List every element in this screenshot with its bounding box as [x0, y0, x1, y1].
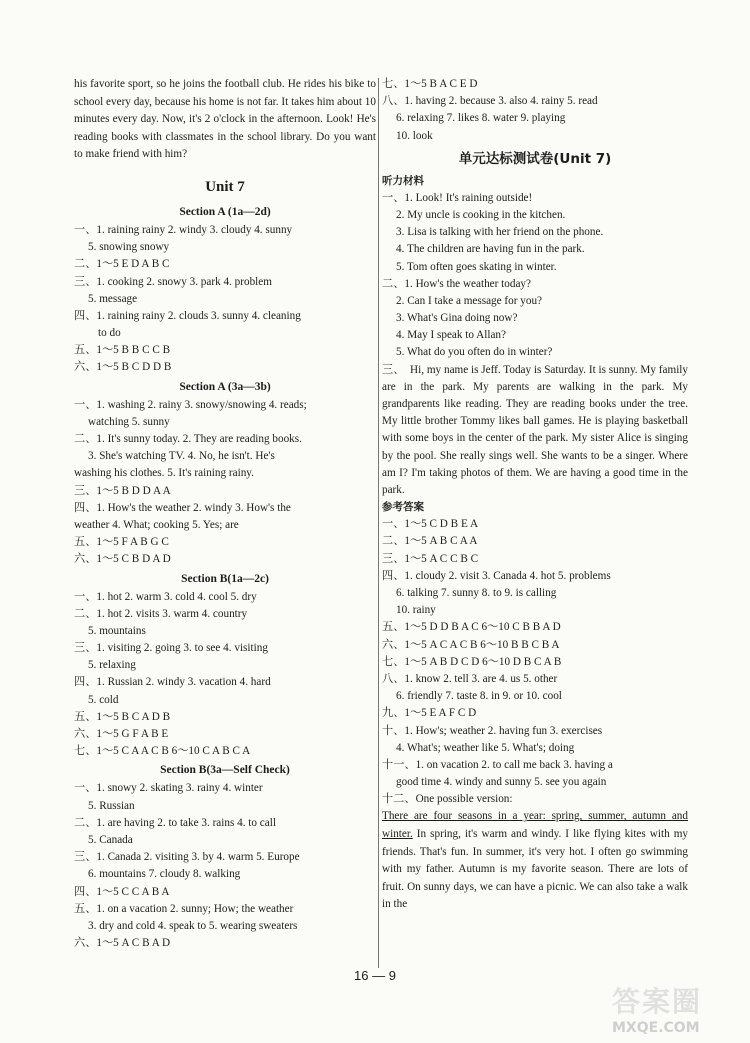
answer-line: watching 5. sunny	[88, 415, 170, 428]
section-title: Section A (3a—3b)	[179, 380, 271, 393]
right-column	[382, 76, 688, 914]
left-column	[74, 76, 376, 952]
essay-topic-sentence: There are four seasons in a year: spring, summer, autumn and winter.	[382, 810, 688, 841]
answer-line: 6. friendly 7. taste 8. in 9. or 10. cool	[396, 690, 562, 703]
answer-line: 七、1～5 B A C E D	[382, 78, 478, 90]
section-title: Section A (1a—2d)	[179, 205, 271, 218]
answer-line: 六、1～5 B C D D B	[74, 361, 172, 374]
listening-passage: 三、 Hi, my name is Jeff. Today is Saturday. It is sunny. My family are in the park. My parents are walking in the park. My grandparents like reading. They are reading books under the tree. My little brother Tommy likes ball games. He is playing basketball with some boys in the center of the park. My sister Alice is singing by the pool. She really sings well. She wants to be a singer. Where am I? I'm taking photos of them. We are having a good time in the park.	[382, 363, 688, 497]
listening-line: 5. Tom often goes skating in winter.	[396, 260, 557, 273]
answer-line: 5. snowing snowy	[88, 241, 170, 254]
answer-line: 3. She's watching TV. 4. No, he isn't. He's	[88, 450, 275, 463]
watermark-logo	[612, 980, 742, 1036]
answer-line: 三、1. visiting 2. going 3. to see 4. visiting	[74, 642, 268, 655]
answer-line: 十二、One possible version:	[382, 793, 513, 806]
answer-line: 一、1. snowy 2. skating 3. rainy 4. winter	[74, 782, 263, 795]
answer-line: 5. Canada	[88, 833, 133, 846]
answer-line: 七、1～5 C A A C B 6～10 C A B C A	[74, 745, 251, 758]
answer-line: 六、1～5 A C A C B 6～10 B B C B A	[382, 638, 560, 651]
unit-title: Unit 7	[205, 178, 245, 195]
answer-line: 四、1. raining rainy 2. clouds 3. sunny 4. cleaning	[74, 309, 301, 322]
answer-line: 6. talking 7. sunny 8. to 9. is calling	[396, 587, 557, 599]
answer-line: 3. dry and cold 4. speak to 5. wearing sweaters	[88, 919, 298, 932]
answer-line: 四、1. Russian 2. windy 3. vacation 4. hard	[74, 676, 271, 689]
intro-paragraph: his favorite sport, so he joins the football club. He rides his bike to school every day, because his home is not far. It takes him about 10 minutes every day. Now, it's 2 o'clock in the afternoon. Look! He's reading books with classmates in the school library. Do you want to make friend with him?	[74, 78, 376, 161]
answer-line: 十、1. How's; weather 2. having fun 3. exercises	[382, 724, 603, 737]
answer-line: 一、1. washing 2. rainy 3. snowy/snowing 4. reads;	[74, 398, 307, 411]
answer-line: 五、1～5 B B C C B	[74, 344, 171, 357]
answer-line: 二、1. It's sunny today. 2. They are reading books.	[74, 433, 302, 446]
listening-line: 2. My uncle is cooking in the kitchen.	[396, 208, 566, 221]
listening-line: 2. Can I take a message for you?	[396, 294, 543, 307]
answer-line: 六、1～5 C B D A D	[74, 553, 171, 566]
answer-line: 二、1～5 E D A B C	[74, 258, 170, 271]
listening-line: 5. What do you often do in winter?	[396, 346, 553, 359]
answer-line: 三、1～5 B D D A A	[74, 484, 171, 497]
answer-line: 6. relaxing 7. likes 8. water 9. playing	[396, 112, 566, 125]
answer-line: 10. rainy	[396, 604, 436, 617]
answer-line: 一、1. raining rainy 2. windy 3. cloudy 4. sunny	[74, 223, 293, 236]
answer-line: 5. Russian	[88, 799, 135, 812]
answer-line: 九、1～5 E A F C D	[382, 707, 477, 720]
answer-line: 四、1. cloudy 2. visit 3. Canada 4. hot 5. problems	[382, 569, 611, 582]
column-divider	[378, 78, 379, 968]
answer-line: weather 4. What; cooking 5. Yes; are	[74, 518, 239, 531]
listening-line: 4. May I speak to Allan?	[396, 329, 506, 342]
answer-line: 三、1～5 A C C B C	[382, 552, 479, 565]
answer-line: 七、1～5 A B D C D 6～10 D B C A B	[382, 655, 562, 668]
section-title: Section B(3a—Self Check)	[160, 764, 290, 777]
watermark-top: 答案圈	[612, 985, 703, 1018]
answer-line: 10. look	[396, 129, 433, 142]
answer-line: 二、1. are having 2. to take 3. rains 4. to call	[74, 816, 276, 829]
answer-line: 八、1. know 2. tell 3. are 4. us 5. other	[382, 672, 558, 685]
answer-line: 五、1. on a vacation 2. sunny; How; the weather	[74, 902, 294, 915]
listening-label: 听力材料	[382, 174, 424, 187]
answer-line: to do	[98, 327, 121, 340]
answer-line: 5. relaxing	[88, 659, 136, 672]
answer-line: 4. What's; weather like 5. What's; doing	[396, 741, 575, 754]
answer-line: 六、1～5 A C B A D	[74, 937, 171, 950]
answer-line: 一、1～5 C D B E A	[382, 518, 479, 531]
answer-line: 四、1～5 C C A B A	[74, 885, 170, 898]
listening-line: 4. The children are having fun in the park.	[396, 243, 585, 256]
answer-line: 6. mountains 7. cloudy 8. walking	[88, 868, 241, 881]
answer-line: washing his clothes. 5. It's raining rainy.	[74, 467, 254, 480]
listening-line: 3. Lisa is talking with her friend on the phone.	[396, 226, 604, 239]
answer-line: 二、1～5 A B C A A	[382, 535, 478, 548]
section-title: Section B(1a—2c)	[181, 572, 269, 585]
essay-body: In spring, it's warm and windy. I like flying kites with my friends. That's fun. In summer, it's very hot. I often go swimming with my father. Autumn is my favorite season. There are lots of fruit. On sunny days, we can have a picnic. We can also take a walk in the	[382, 828, 688, 911]
answer-line: 5. mountains	[88, 624, 146, 637]
answer-line: good time 4. windy and sunny 5. see you again	[396, 776, 607, 789]
sample-essay	[382, 808, 688, 914]
listening-line: 一、1. Look! It's raining outside!	[382, 191, 533, 204]
page-number: 16 — 9	[354, 968, 396, 983]
answer-line: 八、1. having 2. because 3. also 4. rainy 5. read	[382, 95, 598, 108]
answer-line: 五、1～5 F A B G C	[74, 536, 169, 549]
listening-line: 3. What's Gina doing now?	[396, 312, 518, 325]
answer-line: 十一、1. on vacation 2. to call me back 3. having a	[382, 758, 613, 771]
answer-line: 5. message	[88, 292, 138, 305]
answer-line: 六、1～5 G F A B E	[74, 728, 169, 741]
watermark-bottom: MXQE.COM	[612, 1020, 700, 1036]
answer-line: 二、1. hot 2. visits 3. warm 4. country	[74, 607, 248, 620]
answer-line: 5. cold	[88, 693, 119, 706]
answer-line: 三、1. Canada 2. visiting 3. by 4. warm 5. Europe	[74, 851, 300, 864]
listening-line: 二、1. How's the weather today?	[382, 277, 531, 290]
answer-line: 一、1. hot 2. warm 3. cold 4. cool 5. dry	[74, 590, 257, 603]
answer-line: 四、1. How's the weather 2. windy 3. How's the	[74, 501, 291, 514]
answers-label: 参考答案	[382, 501, 424, 514]
answer-line: 五、1～5 D D B A C 6～10 C B B A D	[382, 621, 561, 634]
test-title: 单元达标测试卷(Unit 7)	[458, 150, 612, 167]
listening-passage-wrap	[382, 362, 688, 500]
answer-line: 五、1～5 B C A D B	[74, 710, 171, 723]
answer-line: 三、1. cooking 2. snowy 3. park 4. problem	[74, 275, 272, 288]
